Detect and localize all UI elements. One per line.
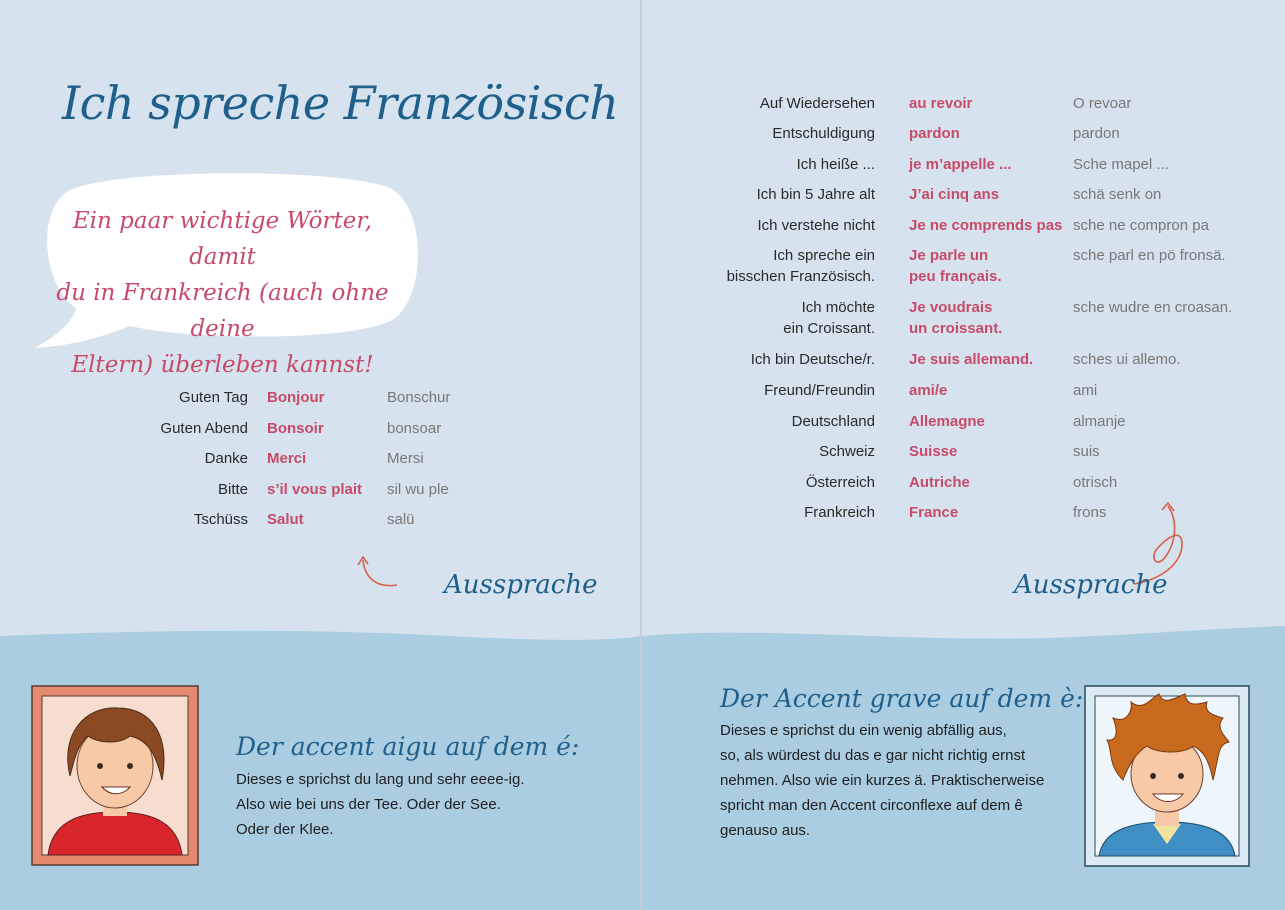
text-line: nehmen. Also wie ein kurzes ä. Praktischerweise	[720, 772, 1045, 789]
curly-boy-portrait-image	[1083, 684, 1251, 868]
pronunciation: sche ne compron pa	[1073, 217, 1209, 234]
german-word: Danke	[204, 450, 248, 467]
french-word: Suisse	[909, 443, 958, 460]
pronunciation: frons	[1073, 504, 1107, 521]
german-word: Deutschland	[791, 413, 875, 430]
german-word: Ich heiße ...	[796, 156, 875, 173]
french-word: France	[909, 504, 959, 521]
bubble-line: Eltern) überleben kannst!	[71, 352, 374, 378]
pronunciation: almanje	[1073, 413, 1126, 430]
pronunciation: bonsoar	[387, 420, 442, 437]
bubble-line: du in Frankreich (auch ohne deine	[56, 280, 389, 342]
german-word: Ich bin 5 Jahre alt	[756, 186, 875, 203]
speech-bubble-text	[50, 203, 395, 383]
pronunciation: suis	[1073, 443, 1100, 460]
pronunciation: sche parl en pö fronsä.	[1073, 247, 1226, 264]
bubble-line: Ein paar wichtige Wörter, damit	[72, 208, 373, 270]
text-line: Oder der Klee.	[236, 821, 334, 838]
german-word: Auf Wiedersehen	[759, 95, 875, 112]
french-word: au revoir	[909, 95, 973, 112]
german-word: bisschen Französisch.	[726, 268, 875, 285]
text-line: Dieses e sprichst du lang und sehr eeee-ig.	[236, 771, 525, 788]
german-word: Ich bin Deutsche/r.	[750, 351, 875, 368]
pronunciation: Bonschur	[387, 389, 451, 406]
pronunciation: pardon	[1073, 125, 1120, 142]
french-word: un croissant.	[909, 320, 1003, 337]
german-word: Schweiz	[819, 443, 875, 460]
text-line: so, als würdest du das e gar nicht richtig ernst	[720, 747, 1026, 764]
german-word: Frankreich	[804, 504, 875, 521]
pronunciation: ami	[1073, 382, 1098, 399]
french-word: J’ai cinq ans	[909, 186, 1000, 203]
german-word: Freund/Freundin	[764, 382, 875, 399]
french-word: ami/e	[909, 382, 948, 399]
german-word: Ich verstehe nicht	[757, 217, 875, 234]
pronunciation: Mersi	[387, 450, 424, 467]
curved-arrow-icon	[355, 552, 405, 592]
french-word: Bonsoir	[267, 420, 324, 437]
accent-aigu-title: Der accent aigu auf dem é:	[236, 732, 580, 761]
accent-grave-title: Der Accent grave auf dem è:	[720, 684, 1084, 713]
german-word: Österreich	[805, 474, 875, 491]
french-word: Je ne comprends pas	[909, 217, 1063, 234]
french-word: peu français.	[909, 268, 1002, 285]
french-word: Je parle un	[909, 247, 989, 264]
french-word: Je suis allemand.	[909, 351, 1034, 368]
pronunciation: O revoar	[1073, 95, 1132, 112]
text-line: Dieses e sprichst du ein wenig abfällig aus,	[720, 722, 1007, 739]
text-line: spricht man den Accent circonflexe auf dem ê	[720, 797, 1023, 814]
german-word: Bitte	[217, 481, 248, 498]
boy-portrait-image	[30, 684, 200, 867]
german-word: Tschüss	[193, 511, 248, 528]
french-word: Salut	[267, 511, 304, 528]
text-line: genauso aus.	[720, 822, 811, 839]
german-word: ein Croissant.	[783, 320, 875, 337]
pronunciation: sche wudre en croasan.	[1073, 299, 1233, 316]
pronunciation: otrisch	[1073, 474, 1118, 491]
accent-aigu-text	[236, 767, 525, 842]
german-word: Entschuldigung	[772, 125, 875, 142]
german-word: Guten Abend	[160, 420, 248, 437]
accent-grave-text	[720, 718, 1044, 843]
pronunciation-label: Aussprache	[444, 570, 598, 600]
pronunciation: Sche mapel ...	[1073, 156, 1169, 173]
german-word: Ich spreche ein	[773, 247, 875, 264]
pronunciation-label: Aussprache	[1014, 570, 1168, 600]
french-word: pardon	[909, 125, 960, 142]
french-word: Autriche	[909, 474, 970, 491]
pronunciation: sil wu ple	[387, 481, 449, 498]
french-word: s’il vous plait	[267, 481, 363, 498]
text-line: Also wie bei uns der Tee. Oder der See.	[236, 796, 501, 813]
pronunciation: schä senk on	[1073, 186, 1162, 203]
german-word: Ich möchte	[801, 299, 875, 316]
french-word: je m’appelle ...	[909, 156, 1012, 173]
pronunciation: salü	[387, 511, 415, 528]
french-word: Je voudrais	[909, 299, 993, 316]
page-gutter	[640, 0, 642, 910]
page-title: Ich spreche Französisch	[62, 76, 619, 130]
french-word: Bonjour	[267, 389, 325, 406]
french-word: Allemagne	[909, 413, 985, 430]
german-word: Guten Tag	[179, 389, 248, 406]
french-word: Merci	[267, 450, 307, 467]
pronunciation: sches ui allemo.	[1073, 351, 1181, 368]
